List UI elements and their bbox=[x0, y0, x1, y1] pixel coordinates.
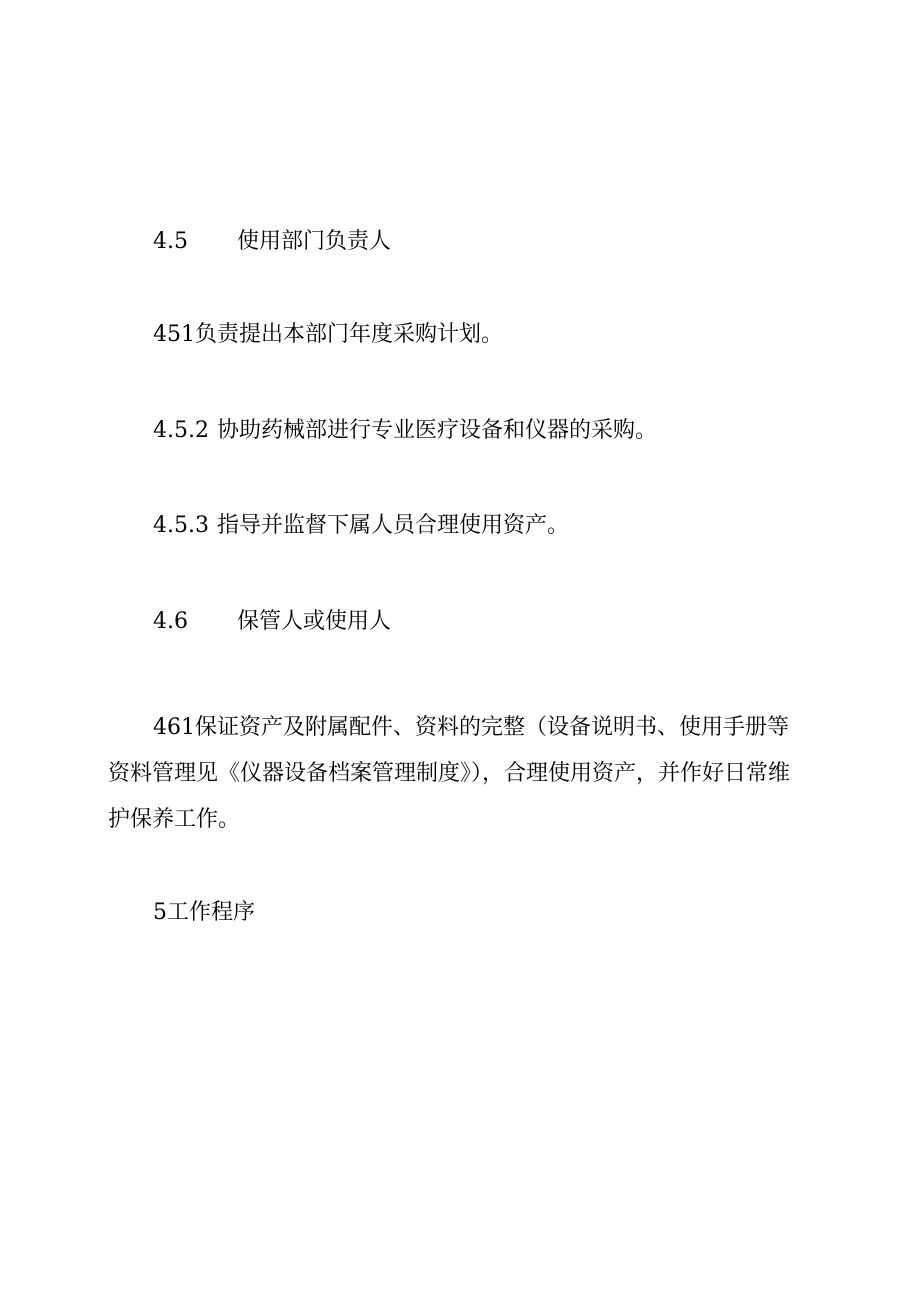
section-title: 使用部门负责人 bbox=[237, 229, 392, 254]
clause-4-5-1 bbox=[153, 324, 503, 346]
section-number: 4.5 bbox=[153, 229, 188, 254]
clause-text: 协助药械部进行专业医疗设备和仪器的采购。 bbox=[217, 418, 658, 443]
section-number: 4.6 bbox=[153, 609, 188, 634]
clause-number: 4.5.3 bbox=[153, 513, 209, 538]
clause-4-5-2 bbox=[153, 420, 657, 442]
section-heading-4-6 bbox=[153, 611, 391, 633]
clause-text: 指导并监督下属人员合理使用资产。 bbox=[217, 513, 570, 538]
section-heading-5 bbox=[153, 902, 255, 924]
clause-4-6-1-paragraph: 461保证资产及附属配件、资料的完整（设备说明书、使用手册等资料管理见《仪器设备档案管理制度》），合理使用资产，并作好日常维护保养工作。 bbox=[108, 715, 791, 832]
clause-text: 451负责提出本部门年度采购计划。 bbox=[153, 322, 503, 347]
clause-4-5-3 bbox=[153, 515, 569, 537]
section-heading-4-5 bbox=[153, 231, 391, 253]
clause-number: 4.5.2 bbox=[153, 418, 209, 443]
section-title: 保管人或使用人 bbox=[237, 609, 392, 634]
section-title: 5工作程序 bbox=[153, 900, 255, 925]
